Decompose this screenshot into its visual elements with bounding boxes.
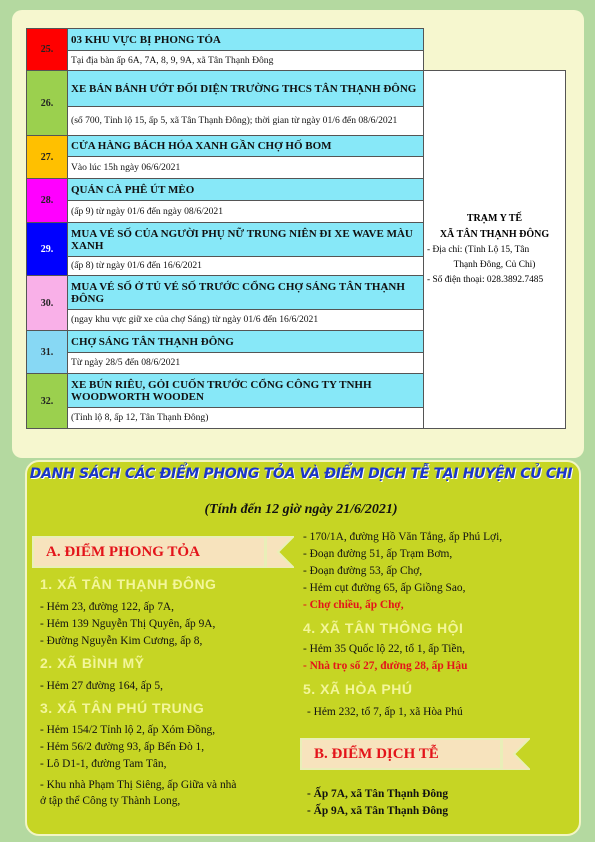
banner-arrow-icon <box>266 536 294 568</box>
table-row <box>27 29 566 51</box>
row-title: QUÁN CÀ PHÊ ÚT MÈO <box>68 179 424 201</box>
row-title: MUA VÉ SỐ Ở TỦ VÉ SỐ TRƯỚC CỔNG CHỢ SÁNG TÂN THẠNH ĐÔNG <box>68 276 424 310</box>
list-item: - Lô D1-1, đường Tam Tân, <box>40 758 167 770</box>
list-item: - Khu nhà Phạm Thị Siêng, ấp Giữa và nhà <box>40 779 237 791</box>
list-item-highlight: - Nhà trọ số 27, đường 28, ấp Hậu <box>303 660 468 672</box>
list-item: - Hẻm 23, đường 122, ấp 7A, <box>40 601 174 613</box>
list-item-highlight: - Chợ chiều, ấp Chợ, <box>303 599 404 611</box>
list-item: - Ấp 9A, xã Tân Thạnh Đông <box>307 805 449 817</box>
location-table <box>26 28 566 429</box>
row-detail: (Tỉnh lộ 8, ấp 12, Tân Thạnh Đông) <box>68 408 424 429</box>
commune-heading: 4. XÃ TÂN THÔNG HỘI <box>303 620 464 636</box>
row-title: XE BÚN RIÊU, GỎI CUỐN TRƯỚC CỔNG CÔNG TY TNHH WOODWORTH WOODEN <box>68 374 424 408</box>
list-item: - Hẻm 232, tổ 7, ấp 1, xã Hòa Phú <box>307 706 463 718</box>
table-row <box>27 71 566 107</box>
row-detail: Vào lúc 15h ngày 06/6/2021 <box>68 157 424 179</box>
section-b-banner <box>300 738 530 770</box>
banner-arrow-icon <box>502 738 530 770</box>
station-address-cont: Thạnh Đông, Củ Chi) <box>453 260 536 270</box>
section-a-banner <box>32 536 294 568</box>
row-detail: (số 700, Tỉnh lộ 15, ấp 5, xã Tân Thạnh Đông); thời gian từ ngày 01/6 đến 08/6/2021 <box>68 107 424 136</box>
list-item: - Đoạn đường 51, ấp Trạm Bơm, <box>303 548 453 560</box>
row-title: CỬA HÀNG BÁCH HÓA XANH GẦN CHỢ HỐ BOM <box>68 136 424 157</box>
list-item: - Đoạn đường 53, ấp Chợ, <box>303 565 423 577</box>
commune-heading: 3. XÃ TÂN PHÚ TRUNG <box>40 700 205 716</box>
list-item: - Ấp 7A, xã Tân Thạnh Đông <box>307 788 449 800</box>
row-detail: Tại địa bàn ấp 6A, 7A, 8, 9, 9A, xã Tân Thạnh Đông <box>68 51 424 71</box>
row-detail: (ấp 8) từ ngày 01/6 đến 16/6/2021 <box>68 257 424 276</box>
list-item: - Hẻm 139 Nguyễn Thị Quyên, ấp 9A, <box>40 618 216 630</box>
row-number: 32. <box>27 374 68 429</box>
row-detail: (ngay khu vực giữ xe của chợ Sáng) từ ngày 01/6 đến 16/6/2021 <box>68 310 424 331</box>
row-number: 25. <box>27 29 68 71</box>
row-detail: (ấp 9) từ ngày 01/6 đến ngày 08/6/2021 <box>68 201 424 223</box>
station-address: - Địa chỉ: (Tỉnh Lộ 15, Tân <box>427 245 530 255</box>
station-phone: - Số điện thoại: 028.3892.7485 <box>427 275 544 285</box>
summary-subtitle: (Tính đến 12 giờ ngày 21/6/2021) <box>204 502 398 517</box>
row-detail: Từ ngày 28/5 đến 08/6/2021 <box>68 353 424 374</box>
row-number: 26. <box>27 71 68 136</box>
list-item: - 170/1A, đường Hồ Văn Tắng, ấp Phú Lợi, <box>303 531 503 543</box>
row-number: 29. <box>27 223 68 276</box>
list-item: - Hẻm cụt đường 65, ấp Giồng Sao, <box>303 582 466 594</box>
list-item: - Đường Nguyễn Kim Cương, ấp 8, <box>40 635 203 647</box>
row-title: 03 KHU VỰC BỊ PHONG TỎA <box>68 29 424 51</box>
section-b-label: B. ĐIỂM DỊCH TỄ <box>300 738 502 770</box>
commune-heading: 5. XÃ HÒA PHÚ <box>303 681 413 697</box>
health-station-info <box>424 71 566 429</box>
commune-heading: 1. XÃ TÂN THẠNH ĐÔNG <box>40 576 217 592</box>
summary-title: DANH SÁCH CÁC ĐIỂM PHONG TỎA VÀ ĐIỂM DỊCH TỄ TẠI HUYỆN CỦ CHI <box>29 466 573 482</box>
row-number: 27. <box>27 136 68 179</box>
row-number: 30. <box>27 276 68 331</box>
list-item: - Hẻm 35 Quốc lộ 22, tổ 1, ấp Tiền, <box>303 643 465 655</box>
row-title: XE BÁN BÁNH ƯỚT ĐỐI DIỆN TRƯỜNG THCS TÂN THẠNH ĐÔNG <box>68 71 424 107</box>
station-name: XÃ TÂN THẠNH ĐÔNG <box>439 229 550 240</box>
row-title: MUA VÉ SỐ CỦA NGƯỜI PHỤ NỮ TRUNG NIÊN ĐI XE WAVE MÀU XANH <box>68 223 424 257</box>
station-heading: TRẠM Y TẾ <box>466 213 523 224</box>
list-item: - Hẻm 27 đường 164, ấp 5, <box>40 680 163 692</box>
commune-heading: 2. XÃ BÌNH MỸ <box>40 655 145 671</box>
list-item: - Hẻm 56/2 đường 93, ấp Bến Đò 1, <box>40 741 205 753</box>
row-title: CHỢ SÁNG TÂN THẠNH ĐÔNG <box>68 331 424 353</box>
row-number: 31. <box>27 331 68 374</box>
list-item: - Hẻm 154/2 Tỉnh lộ 2, ấp Xóm Đồng, <box>40 724 216 736</box>
section-a-label: A. ĐIỂM PHONG TỎA <box>32 536 266 568</box>
list-item: ở tập thể Công ty Thành Long, <box>40 795 181 807</box>
row-number: 28. <box>27 179 68 223</box>
